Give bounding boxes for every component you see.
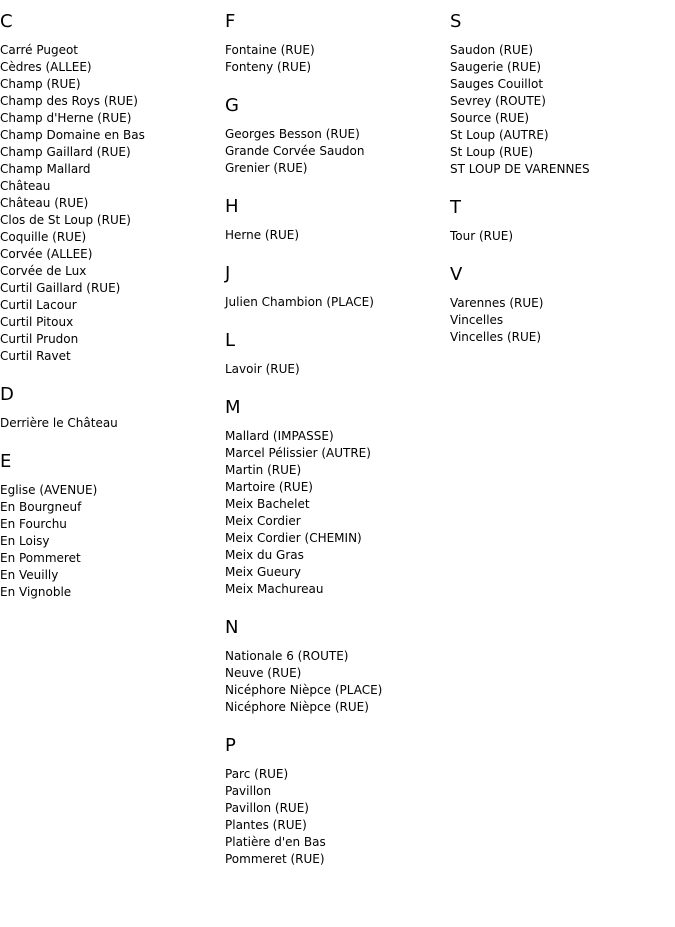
letter-group [0, 383, 220, 432]
letter-heading: D [0, 384, 14, 405]
letter-group [225, 195, 445, 244]
letter-group [450, 196, 670, 245]
street-link[interactable]: Meix Gueury [225, 565, 301, 579]
street-link[interactable]: St Loup (AUTRE) [450, 128, 549, 142]
street-link[interactable]: Julien Chambion (PLACE) [225, 295, 374, 309]
street-link[interactable]: Fontaine (RUE) [225, 43, 315, 57]
letter-heading: P [225, 735, 236, 756]
street-link[interactable]: Georges Besson (RUE) [225, 127, 360, 141]
street-link[interactable]: En Veuilly [0, 568, 59, 582]
letter-heading: N [225, 617, 239, 638]
street-list [0, 42, 220, 365]
letter-heading: M [225, 397, 241, 418]
street-link[interactable]: Château (RUE) [0, 196, 89, 210]
letter-group [225, 262, 445, 311]
street-list [225, 766, 445, 868]
street-link[interactable]: En Pommeret [0, 551, 81, 565]
street-link[interactable]: Champ d'Herne (RUE) [0, 111, 132, 125]
street-link[interactable]: Clos de St Loup (RUE) [0, 213, 131, 227]
street-link[interactable]: Plantes (RUE) [225, 818, 307, 832]
letter-group [0, 10, 220, 365]
letter-group [225, 10, 445, 76]
street-list [450, 228, 670, 245]
letter-group [450, 263, 670, 346]
street-link[interactable]: En Loisy [0, 534, 50, 548]
street-link[interactable]: En Vignoble [0, 585, 72, 599]
street-link[interactable]: ST LOUP DE VARENNES [450, 162, 590, 176]
street-link[interactable]: Marcel Pélissier (AUTRE) [225, 446, 371, 460]
index-column-1 [0, 10, 220, 619]
street-list [0, 415, 220, 432]
street-link[interactable]: Meix Bachelet [225, 497, 310, 511]
letter-heading: H [225, 196, 239, 217]
street-link[interactable]: Curtil Prudon [0, 332, 79, 346]
street-link[interactable]: Meix Machureau [225, 582, 324, 596]
letter-heading: V [450, 264, 463, 285]
street-link[interactable]: Derrière le Château [0, 416, 118, 430]
street-link[interactable]: Vincelles (RUE) [450, 330, 542, 344]
letter-heading: C [0, 11, 13, 32]
street-link[interactable]: Neuve (RUE) [225, 666, 302, 680]
street-link[interactable]: Saugerie (RUE) [450, 60, 542, 74]
street-link[interactable]: Meix Cordier [225, 514, 301, 528]
street-list [225, 294, 445, 311]
letter-heading: E [0, 451, 12, 472]
street-link[interactable]: Pavillon [225, 784, 272, 798]
letter-group [225, 94, 445, 177]
street-link[interactable]: Grande Corvée Saudon [225, 144, 365, 158]
street-link[interactable]: Curtil Gaillard (RUE) [0, 281, 121, 295]
street-link[interactable]: Sauges Couillot [450, 77, 544, 91]
street-link[interactable]: Eglise (AVENUE) [0, 483, 98, 497]
street-list [225, 428, 445, 598]
street-link[interactable]: Corvée (ALLEE) [0, 247, 93, 261]
street-link[interactable]: Pavillon (RUE) [225, 801, 309, 815]
street-link[interactable]: Nationale 6 (ROUTE) [225, 649, 349, 663]
street-list [225, 126, 445, 177]
street-list [225, 648, 445, 716]
letter-group [450, 10, 670, 178]
index-column-3 [450, 10, 670, 364]
street-link[interactable]: Carré Pugeot [0, 43, 78, 57]
street-link[interactable]: Source (RUE) [450, 111, 530, 125]
street-link[interactable]: Fonteny (RUE) [225, 60, 312, 74]
street-link[interactable]: Mallard (IMPASSE) [225, 429, 334, 443]
street-link[interactable]: Nicéphore Nièpce (PLACE) [225, 683, 383, 697]
letter-heading: T [450, 197, 461, 218]
street-list [225, 227, 445, 244]
street-link[interactable]: Vincelles [450, 313, 504, 327]
street-link[interactable]: Nicéphore Nièpce (RUE) [225, 700, 369, 714]
index-column-2 [225, 10, 445, 886]
street-link[interactable]: Varennes (RUE) [450, 296, 544, 310]
street-link[interactable]: Parc (RUE) [225, 767, 289, 781]
street-link[interactable]: En Fourchu [0, 517, 67, 531]
letter-group [225, 734, 445, 868]
street-link[interactable]: Champ Gaillard (RUE) [0, 145, 131, 159]
street-link[interactable]: Tour (RUE) [450, 229, 514, 243]
street-link[interactable]: Pommeret (RUE) [225, 852, 325, 866]
street-list [225, 42, 445, 76]
street-link[interactable]: Coquille (RUE) [0, 230, 87, 244]
street-link[interactable]: Champ des Roys (RUE) [0, 94, 138, 108]
street-link[interactable]: Platière d'en Bas [225, 835, 326, 849]
street-link[interactable]: Curtil Lacour [0, 298, 77, 312]
street-link[interactable]: Curtil Pitoux [0, 315, 74, 329]
street-link[interactable]: Curtil Ravet [0, 349, 71, 363]
street-link[interactable]: Château [0, 179, 51, 193]
street-link[interactable]: Meix Cordier (CHEMIN) [225, 531, 362, 545]
street-link[interactable]: Martoire (RUE) [225, 480, 313, 494]
street-link[interactable]: Herne (RUE) [225, 228, 299, 242]
street-link[interactable]: Champ Domaine en Bas [0, 128, 145, 142]
street-link[interactable]: Sevrey (ROUTE) [450, 94, 546, 108]
street-link[interactable]: Meix du Gras [225, 548, 304, 562]
letter-heading: G [225, 95, 239, 116]
street-link[interactable]: Corvée de Lux [0, 264, 87, 278]
street-link[interactable]: Martin (RUE) [225, 463, 302, 477]
street-link[interactable]: Saudon (RUE) [450, 43, 534, 57]
street-list [225, 361, 445, 378]
letter-heading: F [225, 11, 236, 32]
letter-group [225, 616, 445, 716]
street-link[interactable]: Cèdres (ALLEE) [0, 60, 92, 74]
street-link[interactable]: Lavoir (RUE) [225, 362, 300, 376]
letter-group [225, 396, 445, 598]
street-link[interactable]: En Bourgneuf [0, 500, 82, 514]
street-link[interactable]: St Loup (RUE) [450, 145, 534, 159]
street-list [450, 295, 670, 346]
letter-heading: J [225, 263, 231, 284]
letter-heading: L [225, 330, 236, 351]
letter-heading: S [450, 11, 462, 32]
letter-group [0, 450, 220, 601]
street-link[interactable]: Grenier (RUE) [225, 161, 308, 175]
street-link[interactable]: Champ Mallard [0, 162, 91, 176]
street-list [450, 42, 670, 178]
street-link[interactable]: Champ (RUE) [0, 77, 81, 91]
letter-group [225, 329, 445, 378]
street-list [0, 482, 220, 601]
